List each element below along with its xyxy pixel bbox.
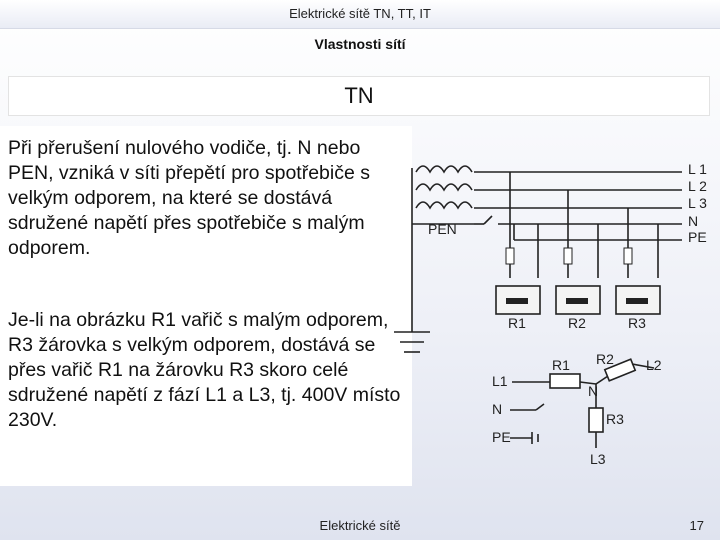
- star-r1: R1: [552, 357, 570, 373]
- page-number: 17: [689, 518, 704, 533]
- label-l3: L 3: [688, 195, 707, 211]
- label-n: N: [688, 213, 699, 229]
- load-label-r1: R1: [508, 315, 526, 331]
- star-node: N: [588, 383, 599, 399]
- ground-symbol: [394, 328, 430, 352]
- label-l1: L 1: [688, 161, 707, 177]
- footer-label: Elektrické sítě: [319, 518, 401, 533]
- section-title: TN: [8, 76, 710, 116]
- paragraph-2: Je-li na obrázku R1 vařič s malým odporem, R3 žárovka s velkým odporem, dostává se přes vařič R1 na žárovku R3 skoro celé sdružené napětí z fází L1 a L3, tj. 400V místo 230V.: [8, 309, 401, 431]
- label-l2: L 2: [688, 178, 707, 194]
- star-l3: L3: [590, 451, 606, 467]
- star-l1: L1: [492, 373, 508, 389]
- bus-lines: [474, 172, 682, 240]
- star-n-line: N: [492, 401, 503, 417]
- star-pe: PE: [492, 429, 511, 445]
- star-circuit: [510, 359, 654, 448]
- load-boxes: [496, 286, 660, 314]
- label-pe: PE: [688, 229, 707, 245]
- header-title: Elektrické sítě TN, TT, IT: [0, 0, 720, 29]
- slide-subtitle: Vlastnosti sítí: [314, 36, 406, 52]
- circuit-diagram: [392, 128, 720, 478]
- star-r3: R3: [606, 411, 624, 427]
- load-branches: [506, 172, 658, 278]
- star-r2: R2: [596, 351, 614, 367]
- load-label-r2: R2: [568, 315, 586, 331]
- paragraph-1: Při přerušení nulového vodiče, tj. N nebo PEN, vzniká v síti přepětí pro spotřebiče s velkým odporem, na které se dostává sdružené napětí přes spotřebiče s malým odporem.: [8, 137, 370, 259]
- star-l2: L2: [646, 357, 662, 373]
- pen-label: PEN: [428, 221, 457, 237]
- load-label-r3: R3: [628, 315, 646, 331]
- transformer-coils: [412, 166, 474, 328]
- text-panel: [0, 126, 412, 486]
- circuit-svg: [392, 128, 720, 478]
